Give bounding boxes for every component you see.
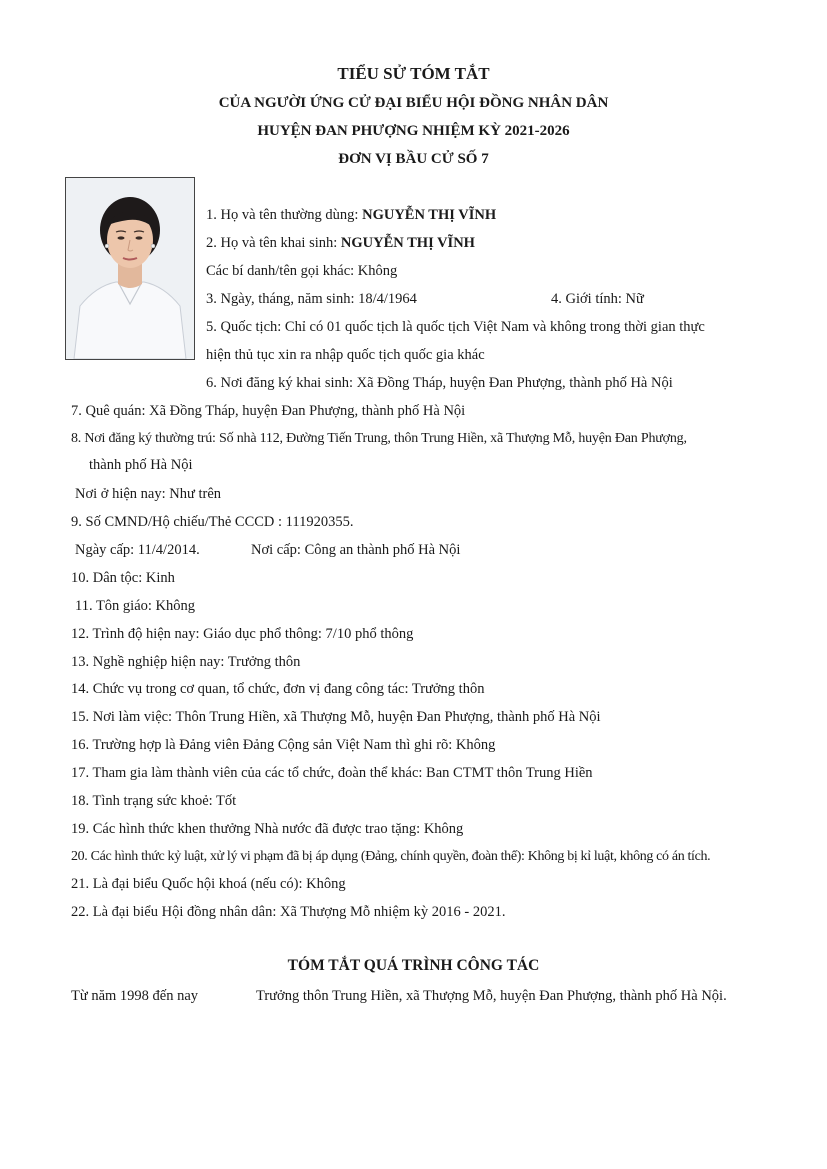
- field-ethnicity: 10. Dân tộc: Kinh: [71, 570, 175, 586]
- document-title: TIỂU SỬ TÓM TẮT: [337, 64, 490, 83]
- work-history-position: Trưởng thôn Trung Hiền, xã Thượng Mỗ, huyện Đan Phượng, thành phố Hà Nội.: [256, 988, 727, 1004]
- field-peoples-council: 22. Là đại biểu Hội đồng nhân dân: Xã Thượng Mỗ nhiệm kỳ 2016 - 2021.: [71, 904, 506, 920]
- field-birth-registration: 6. Nơi đăng ký khai sinh: Xã Đồng Tháp, huyện Đan Phượng, thành phố Hà Nội: [206, 375, 673, 391]
- field-birth-name-label: 2. Họ và tên khai sinh:: [206, 235, 341, 251]
- field-party-member: 16. Trường hợp là Đảng viên Đảng Cộng sản Việt Nam thì ghi rõ: Không: [71, 737, 496, 753]
- field-discipline: 20. Các hình thức kỷ luật, xử lý vi phạm đã bị áp dụng (Đảng, chính quyền, đoàn thể): Không bị kỉ luật, không có án tích.: [71, 849, 711, 864]
- field-id-number: 9. Số CMND/Hộ chiếu/Thẻ CCCD : 111920355.: [71, 514, 354, 530]
- field-common-name: [206, 206, 496, 224]
- field-gender: 4. Giới tính: Nữ: [551, 291, 644, 307]
- field-date-of-birth: 3. Ngày, tháng, năm sinh: 18/4/1964: [206, 291, 417, 307]
- field-education: 12. Trình độ hiện nay: Giáo dục phổ thông: 7/10 phổ thông: [71, 626, 414, 642]
- field-religion: 11. Tôn giáo: Không: [75, 598, 196, 614]
- field-national-assembly: 21. Là đại biểu Quốc hội khoá (nếu có): Không: [71, 876, 346, 892]
- title-line-4: ĐƠN VỊ BẦU CỬ SỐ 7: [338, 151, 489, 167]
- field-issue-date: Ngày cấp: 11/4/2014.: [75, 542, 200, 558]
- field-issue-place: Nơi cấp: Công an thành phố Hà Nội: [251, 542, 461, 558]
- field-permanent-residence-line1: 8. Nơi đăng ký thường trú: Số nhà 112, Đường Tiến Trung, thôn Trung Hiền, xã Thượng Mỗ, huyện Đan Phượng,: [71, 431, 687, 446]
- field-permanent-residence-line2: thành phố Hà Nội: [89, 457, 193, 473]
- work-history-period: Từ năm 1998 đến nay: [71, 988, 199, 1004]
- title-line-2: CỦA NGƯỜI ỨNG CỬ ĐẠI BIỂU HỘI ĐỒNG NHÂN DÂN: [218, 95, 609, 111]
- field-occupation: 13. Nghề nghiệp hiện nay: Trưởng thôn: [71, 654, 301, 670]
- field-current-residence: Nơi ở hiện nay: Như trên: [75, 486, 222, 502]
- field-nationality-line1: 5. Quốc tịch: Chỉ có 01 quốc tịch là quốc tịch Việt Nam và không trong thời gian thực: [206, 319, 705, 335]
- field-organizations: 17. Tham gia làm thành viên của các tổ chức, đoàn thể khác: Ban CTMT thôn Trung Hiền: [71, 765, 593, 781]
- work-history-heading: TÓM TẮT QUÁ TRÌNH CÔNG TÁC: [287, 957, 540, 974]
- field-aliases: Các bí danh/tên gọi khác: Không: [206, 263, 398, 279]
- field-common-name-value: NGUYỄN THỊ VĨNH: [362, 207, 497, 223]
- field-birth-name-value: NGUYỄN THỊ VĨNH: [340, 235, 475, 251]
- field-awards: 19. Các hình thức khen thưởng Nhà nước đã được trao tặng: Không: [71, 821, 464, 837]
- field-nationality-line2: hiện thủ tục xin ra nhập quốc tịch quốc gia khác: [206, 347, 485, 363]
- field-common-name-label: 1. Họ và tên thường dùng:: [206, 207, 363, 223]
- field-health: 18. Tình trạng sức khoẻ: Tốt: [71, 793, 237, 809]
- title-line-3: HUYỆN ĐAN PHƯỢNG NHIỆM KỲ 2021-2026: [257, 123, 570, 139]
- field-hometown: 7. Quê quán: Xã Đồng Tháp, huyện Đan Phượng, thành phố Hà Nội: [71, 403, 466, 419]
- field-workplace: 15. Nơi làm việc: Thôn Trung Hiền, xã Thượng Mỗ, huyện Đan Phượng, thành phố Hà Nội: [71, 709, 601, 725]
- portrait-photo: [65, 177, 195, 360]
- field-position: 14. Chức vụ trong cơ quan, tổ chức, đơn vị đang công tác: Trưởng thôn: [71, 681, 485, 697]
- field-birth-name: [206, 234, 475, 252]
